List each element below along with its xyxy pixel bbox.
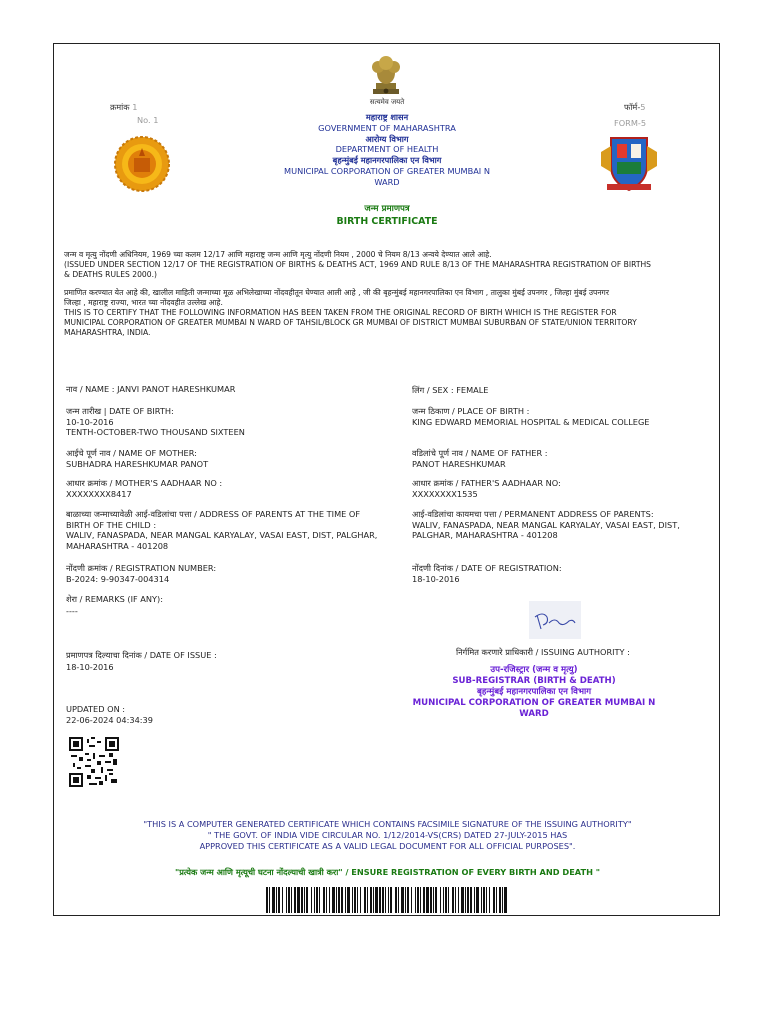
issued-under-en-2: & DEATHS RULES 2000.) <box>64 270 157 280</box>
state-name-en: GOVERNMENT OF MAHARASHTRA <box>318 122 456 133</box>
serial-number-mr: क्रमांक 1 <box>110 102 138 112</box>
address-at-birth-field <box>66 509 377 551</box>
remarks-label: शेरा / REMARKS (IF ANY): <box>66 594 163 604</box>
mother-aadhaar-field <box>66 478 222 499</box>
address-at-birth-value-2: MAHARASHTRA - 401208 <box>66 540 169 551</box>
sub-registrar-en: SUB-REGISTRAR (BIRTH & DEATH) <box>452 676 616 686</box>
date-of-issue-field <box>66 650 217 672</box>
department-en: DEPARTMENT OF HEALTH <box>335 144 439 155</box>
dob-value: 10-10-2016 <box>66 416 114 427</box>
date-of-issue-value: 18-10-2016 <box>66 661 114 672</box>
permanent-address-label: आई-वडिलांचा कायमचा पत्ता / PERMANENT ADDRESS OF PARENTS: <box>412 509 654 519</box>
pob-label: जन्म ठिकाण / PLACE OF BIRTH : <box>412 406 530 416</box>
permanent-address-value-1: WALIV, FANASPADA, NEAR MANGAL KARYALAY, VASAI EAST, DIST, <box>412 519 680 530</box>
certify-mr-2: जिल्हा , महाराष्ट्र राज्या, भारत च्या नोंदवहीत उल्लेख आहे. <box>64 297 223 307</box>
address-at-birth-label-2: BIRTH OF THE CHILD : <box>66 519 157 530</box>
mother-aadhaar-value: XXXXXXXX8417 <box>66 488 132 499</box>
place-of-birth-field <box>412 406 649 427</box>
mother-name-field <box>66 448 208 469</box>
child-name: नाव / NAME : JANVI PANOT HARESHKUMAR <box>66 384 236 394</box>
sex-field <box>412 385 488 396</box>
registration-date-field <box>412 563 562 584</box>
registration-date-label: नोंदणी दिनांक / DATE OF REGISTRATION: <box>412 563 562 573</box>
mother-label: आईचे पूर्ण नाव / NAME OF MOTHER: <box>66 448 197 458</box>
header-block <box>264 112 510 188</box>
dob-label: जन्म तारीख | DATE OF BIRTH: <box>66 406 174 416</box>
form-number-mr: फॉर्म-5 <box>624 102 646 112</box>
department-mr: आरोग्य विभाग <box>365 133 409 144</box>
registration-number-value: B-2024: 9-90347-004314 <box>66 573 170 584</box>
registration-number-label: नोंदणी क्रमांक / REGISTRATION NUMBER: <box>66 563 217 573</box>
authority-corp-mr: बृहन्मुंबई महानगरपालिका एन विभाग <box>476 687 592 697</box>
remarks-field <box>66 594 163 616</box>
authority-block <box>384 665 684 720</box>
certificate-title-mr: जन्म प्रमाणपत्र <box>364 204 410 214</box>
child-sex: लिंग / SEX : FEMALE <box>412 385 489 395</box>
updated-on-field <box>66 704 153 725</box>
emblem-motto: सत्यमेव जयते <box>369 98 405 106</box>
corporation-en-line2: WARD <box>374 176 400 187</box>
national-emblem <box>363 53 409 99</box>
updated-on-label: UPDATED ON : <box>66 704 126 714</box>
preamble <box>64 250 714 339</box>
authority-corp-en-2: WARD <box>519 709 549 719</box>
bmc-crest <box>597 132 661 194</box>
certify-en-3: MAHARASHTRA, INDIA. <box>64 328 151 338</box>
father-name-field <box>412 448 548 469</box>
issued-under-mr: जन्म व मृत्यु नोंदणी अधिनियम, 1969 च्या कलम 12/17 आणि महाराष्ट्र जन्म आणि मृत्यु नोंदणी नियम , 2000 चे नियम 8/13 अन्वये देण्यात आले आहे. <box>64 250 492 259</box>
barcode <box>266 887 508 913</box>
title-block <box>264 204 510 228</box>
corporation-en-line1: MUNICIPAL CORPORATION OF GREATER MUMBAI N <box>284 165 490 176</box>
sub-registrar-mr: उप-रजिस्ट्रार (जन्म व मृत्यु) <box>490 665 578 675</box>
bmc-crest-icon <box>597 132 661 194</box>
permanent-address-value-2: PALGHAR, MAHARASHTRA - 401208 <box>412 530 558 541</box>
barcode-icon <box>266 887 508 913</box>
date-of-birth-field <box>66 406 245 438</box>
registration-date-value: 18-10-2016 <box>412 573 460 584</box>
father-aadhaar-label: आधार क्रमांक / FATHER'S AADHAAR NO: <box>412 478 561 488</box>
mother-aadhaar-label: आधार क्रमांक / MOTHER'S AADHAAR NO : <box>66 478 223 488</box>
updated-on-value: 22-06-2024 04:34:39 <box>66 714 153 725</box>
corporation-mr: बृहन्मुंबई महानगरपालिका एन विभाग <box>332 155 442 166</box>
address-at-birth-value-1: WALIV, FANASPADA, NEAR MANGAL KARYALAY, VASAI EAST, DIST, PALGHAR, <box>66 530 378 541</box>
permanent-address-field <box>412 509 680 541</box>
qr-code <box>69 737 119 787</box>
issued-under-en-1: (ISSUED UNDER SECTION 12/17 OF THE REGISTRATION OF BIRTHS & DEATHS ACT, 1969 AND RULE 8/13 OF THE MAHARASHTRA REGISTRATION OF BIRTHS <box>64 260 651 270</box>
remarks-value: ---- <box>66 605 78 616</box>
signature-icon <box>529 601 581 639</box>
certify-mr-1: प्रमाणित करण्यात येत आहे की, खालील माहिती जन्माच्या मूळ अभिलेखाच्या नोंदवहीतून घेण्यात आली आहे , जी की बृहन्मुंबई महानगरपालिका एन विभाग , तालुका मुंबई उपनगर , जिल्हा मुंबई उपनगर <box>64 287 609 297</box>
maharashtra-seal-icon <box>114 136 170 192</box>
state-name-mr: महाराष्ट्र शासन <box>365 112 409 122</box>
authority-corp-en-1: MUNICIPAL CORPORATION OF GREATER MUMBAI N <box>412 698 656 708</box>
certify-en-2: MUNICIPAL CORPORATION OF GREATER MUMBAI N WARD OF TAHSIL/BLOCK GR MUMBAI OF DISTRICT MUMBAI SUBURBAN OF STATE/UNION TERRITORY <box>64 318 637 328</box>
registration-number-field <box>66 563 216 584</box>
serial-number-en: No. 1 <box>137 115 159 125</box>
pob-value: KING EDWARD MEMORIAL HOSPITAL & MEDICAL COLLEGE <box>412 416 650 427</box>
footer-note-3: APPROVED THIS CERTIFICATE AS A VALID LEGAL DOCUMENT FOR ALL OFFICIAL PURPOSES". <box>199 840 576 851</box>
footer-note-2: " THE GOVT. OF INDIA VIDE CIRCULAR NO. 1/12/2014-VS(CRS) DATED 27-JULY-2015 HAS <box>207 829 568 840</box>
certify-en-1: THIS IS TO CERTIFY THAT THE FOLLOWING INFORMATION HAS BEEN TAKEN FROM THE ORIGINAL RECORD OF BIRTH WHICH IS THE REGISTER FOR <box>64 308 617 318</box>
lion-capital-icon <box>363 53 409 99</box>
footer-note-1: "THIS IS A COMPUTER GENERATED CERTIFICATE WHICH CONTAINS FACSIMILE SIGNATURE OF THE ISSUING AUTHORITY" <box>143 819 632 829</box>
footer-notes <box>64 819 711 851</box>
registration-slogan: "प्रत्येक जन्म आणि मृत्यूची घटना नोंदल्याची खात्री करा" / ENSURE REGISTRATION OF EVERY BIRTH AND DEATH " <box>174 867 601 877</box>
certificate-title-en: BIRTH CERTIFICATE <box>336 216 438 227</box>
dob-words: TENTH-OCTOBER-TWO THOUSAND SIXTEEN <box>66 427 245 438</box>
child-name-field <box>66 384 235 395</box>
date-of-issue-label: प्रमाणपत्र दिल्याचा दिनांक / DATE OF ISSUE : <box>66 650 217 660</box>
qr-code-icon <box>69 737 119 787</box>
mother-value: SUBHADRA HARESHKUMAR PANOT <box>66 458 209 469</box>
address-at-birth-label-1: बाळाच्या जन्माच्यावेळी आई-वडिलांचा पत्ता / ADDRESS OF PARENTS AT THE TIME OF <box>66 509 361 519</box>
father-label: वडिलांचे पूर्ण नाव / NAME OF FATHER : <box>412 448 548 458</box>
authority-signature <box>529 601 581 639</box>
maharashtra-seal <box>114 136 170 192</box>
father-aadhaar-value: XXXXXXXX1535 <box>412 488 478 499</box>
father-value: PANOT HARESHKUMAR <box>412 458 506 469</box>
issuing-authority-label: निर्गमित करणारे प्राधिकारी / ISSUING AUTHORITY : <box>456 647 630 657</box>
form-number-en: FORM-5 <box>614 118 647 128</box>
father-aadhaar-field <box>412 478 561 499</box>
certificate-frame <box>53 43 720 916</box>
